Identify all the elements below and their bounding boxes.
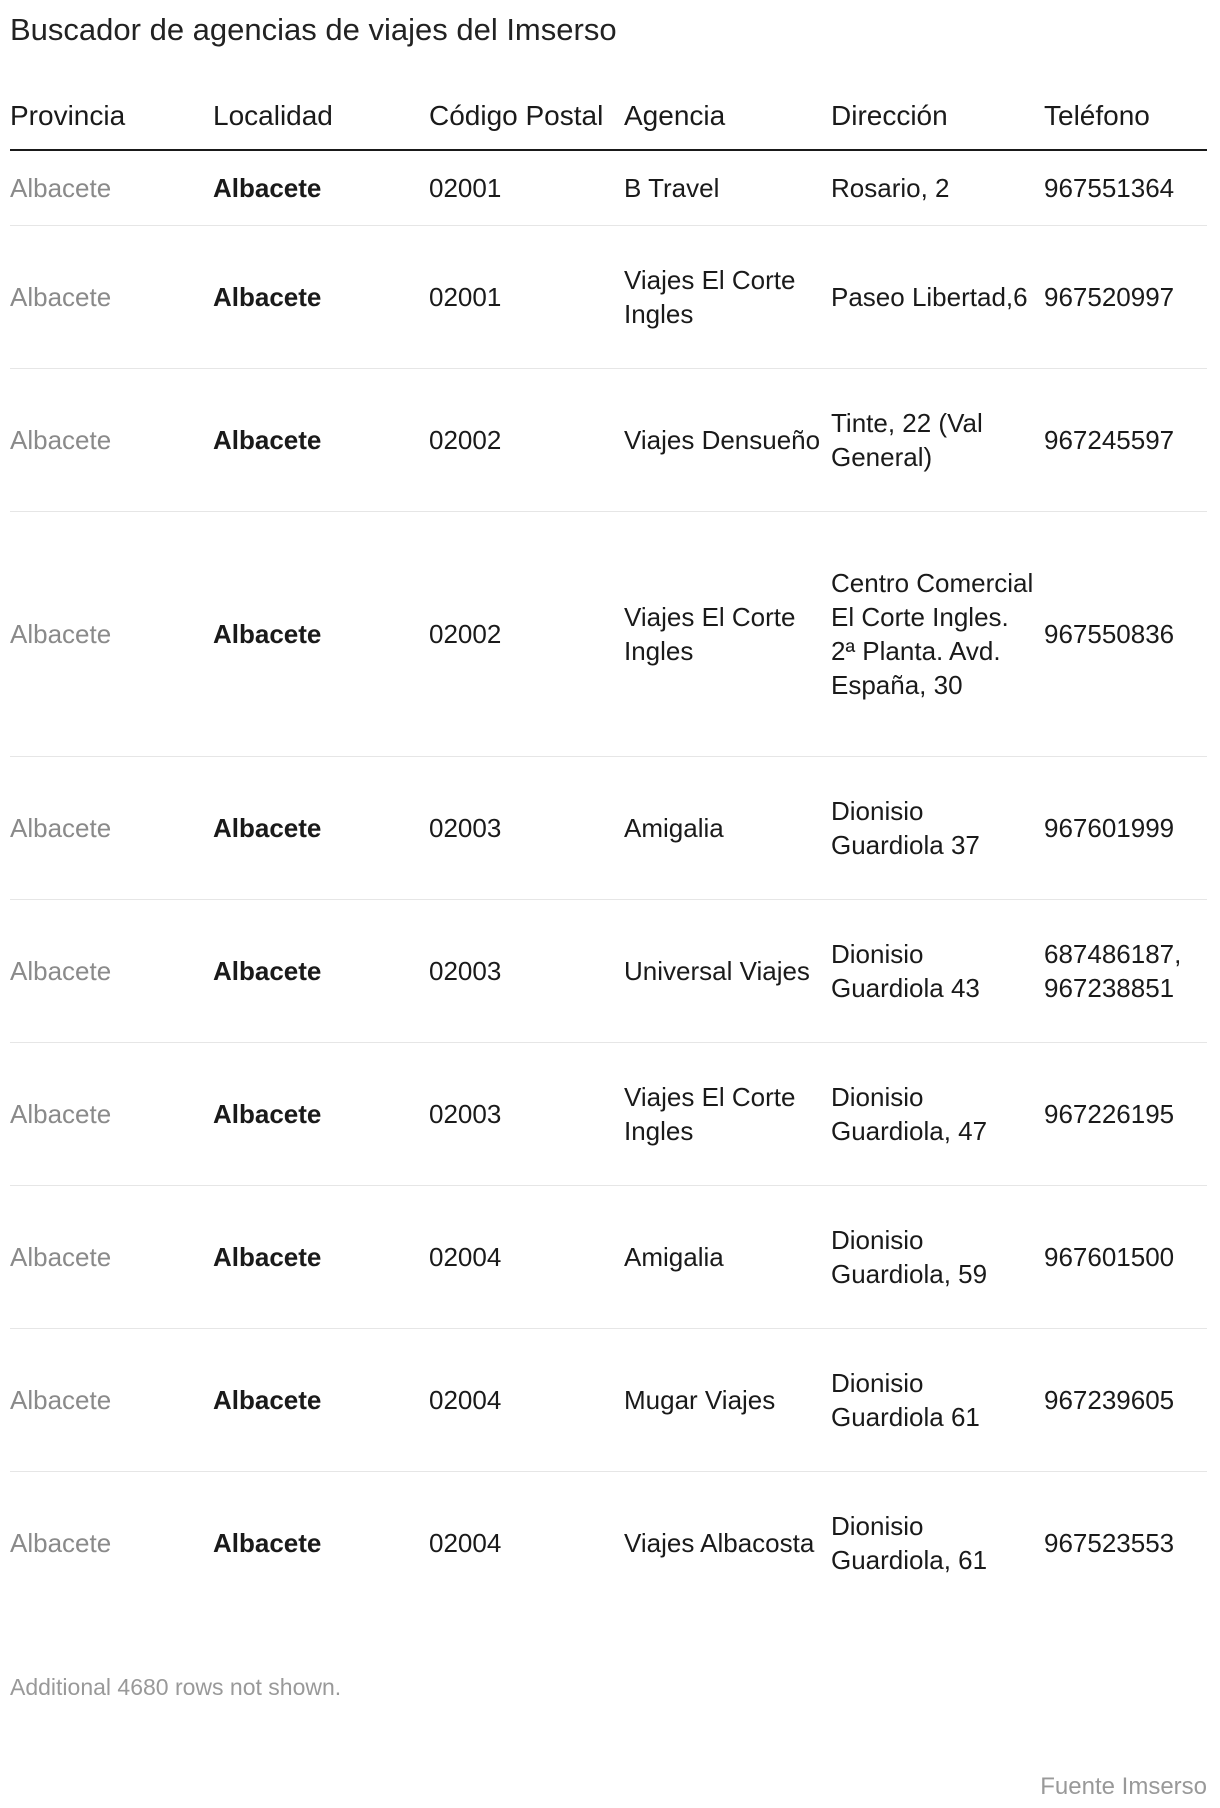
cell-provincia: Albacete [10,900,213,1043]
cell-direccion: Dionisio Guardiola, 61 [831,1511,988,1575]
table-header-row [10,98,1207,150]
cell-telefono: 967601999 [1044,757,1207,900]
cell-agencia: Viajes Albacosta [624,1528,815,1558]
cell-provincia: Albacete [10,757,213,900]
cell-agencia: Viajes El Corte Ingles [624,226,831,369]
table-row [10,150,1207,226]
table-row [10,1186,1207,1329]
cell-agencia: Amigalia [624,1186,831,1329]
cell-telefono: 967239605 [1044,1329,1207,1472]
cell-localidad: Albacete [213,1329,429,1472]
cell-codigo-postal: 02003 [429,757,624,900]
cell-codigo-postal: 02001 [429,150,624,226]
cell-localidad: Albacete [213,226,429,369]
cell-codigo-postal: 02004 [429,1329,624,1472]
cell-provincia: Albacete [10,369,213,512]
cell-telefono: 967523553 [1044,1528,1175,1558]
cell-agencia: Viajes El Corte Ingles [624,1043,831,1186]
cell-codigo-postal: 02004 [429,1528,502,1558]
table-row [10,369,1207,512]
rows-not-shown-note: Additional 4680 rows not shown. [10,1674,342,1700]
table-row [10,226,1207,369]
cell-provincia: Albacete [10,1329,213,1472]
cell-telefono: 687486187, 967238851 [1044,900,1207,1043]
cell-provincia: Albacete [10,1186,213,1329]
cell-localidad: Albacete [213,1186,429,1329]
cell-codigo-postal: 02003 [429,1043,624,1186]
table-row [10,1329,1207,1472]
cell-direccion: Dionisio Guardiola 37 [831,757,1044,900]
cell-telefono: 967551364 [1044,150,1207,226]
cell-provincia: Albacete [10,1528,112,1558]
cell-direccion: Dionisio Guardiola 43 [831,900,1044,1043]
cell-telefono: 967226195 [1044,1043,1207,1186]
cell-agencia: Mugar Viajes [624,1329,831,1472]
agencies-table [10,98,1207,1614]
cell-agencia: Viajes Densueño [624,369,831,512]
cell-direccion: Dionisio Guardiola, 59 [831,1186,1044,1329]
cell-localidad: Albacete [213,1043,429,1186]
table-row [10,1472,1207,1615]
table-row [10,1043,1207,1186]
cell-codigo-postal: 02004 [429,1186,624,1329]
cell-telefono: 967520997 [1044,226,1207,369]
table-row [10,900,1207,1043]
cell-telefono: 967550836 [1044,512,1207,757]
cell-provincia: Albacete [10,226,213,369]
cell-telefono: 967245597 [1044,369,1207,512]
table-row [10,512,1207,757]
cell-provincia: Albacete [10,1043,213,1186]
cell-localidad: Albacete [213,757,429,900]
cell-localidad: Albacete [213,900,429,1043]
column-header-provincia: Provincia [10,98,213,150]
cell-agencia: B Travel [624,150,831,226]
column-header-direccion: Dirección [831,98,1044,150]
cell-telefono: 967601500 [1044,1186,1207,1329]
cell-localidad: Albacete [213,150,429,226]
cell-direccion: Rosario, 2 [831,150,1044,226]
source-credit: Fuente Imserso [1040,1773,1207,1800]
cell-agencia: Amigalia [624,757,831,900]
cell-agencia: Universal Viajes [624,900,831,1043]
cell-direccion: Dionisio Guardiola, 47 [831,1043,1044,1186]
cell-direccion: Dionisio Guardiola 61 [831,1329,1044,1472]
table-title: Buscador de agencias de viajes del Imserso [10,12,617,47]
cell-localidad: Albacete [213,512,429,757]
cell-provincia: Albacete [10,150,213,226]
cell-provincia: Albacete [10,512,213,757]
column-header-agencia: Agencia [624,98,831,150]
cell-codigo-postal: 02002 [429,512,624,757]
cell-codigo-postal: 02002 [429,369,624,512]
cell-codigo-postal: 02001 [429,226,624,369]
column-header-telefono: Teléfono [1044,98,1207,150]
cell-direccion: Paseo Libertad,6 [831,226,1044,369]
cell-direccion: Centro Comercial El Corte Ingles. 2ª Planta. Avd. España, 30 [831,512,1044,757]
cell-localidad: Albacete [213,369,429,512]
cell-agencia: Viajes El Corte Ingles [624,512,831,757]
table-row [10,757,1207,900]
column-header-codigo-postal: Código Postal [429,98,624,150]
cell-direccion: Tinte, 22 (Val General) [831,369,1044,512]
cell-codigo-postal: 02003 [429,900,624,1043]
column-header-localidad: Localidad [213,98,429,150]
cell-localidad: Albacete [213,1528,322,1558]
